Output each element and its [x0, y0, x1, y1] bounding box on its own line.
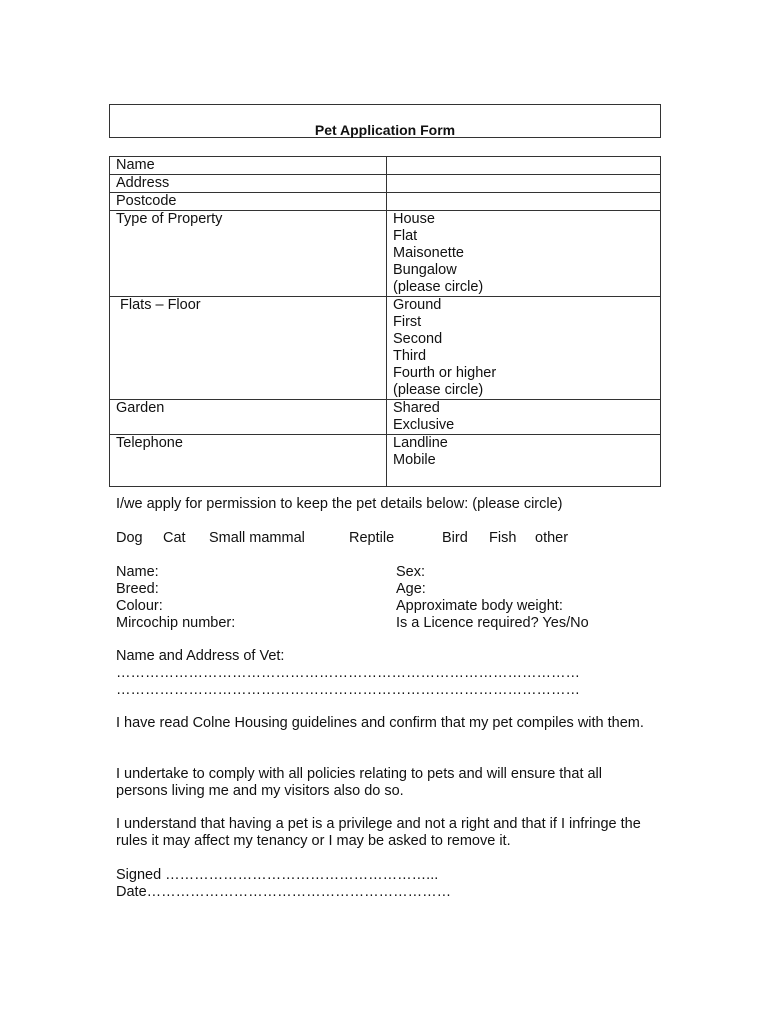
- property-row: [110, 297, 661, 400]
- property-row-label: Postcode: [110, 193, 387, 211]
- property-row: [110, 435, 661, 487]
- property-option[interactable]: Mobile: [393, 452, 436, 468]
- property-option[interactable]: Maisonette: [393, 245, 464, 261]
- pet-type-reptile[interactable]: Reptile: [349, 530, 395, 546]
- pet-colour-field: Colour:: [116, 598, 163, 614]
- property-row: [110, 400, 661, 435]
- pet-name-field: Name:: [116, 564, 159, 580]
- property-row-value[interactable]: [387, 193, 661, 211]
- signed-line[interactable]: Signed ………………………………………………...: [116, 867, 439, 883]
- property-option[interactable]: Landline: [393, 435, 448, 451]
- property-row-label: Type of Property: [110, 211, 387, 297]
- property-option[interactable]: Second: [393, 331, 443, 347]
- vet-section: [116, 648, 646, 699]
- pet-type-dog[interactable]: Dog: [116, 530, 143, 546]
- property-row: [110, 157, 661, 175]
- property-row-value[interactable]: [387, 175, 661, 193]
- property-option[interactable]: [393, 469, 654, 486]
- pet-type-small-mammal[interactable]: Small mammal: [209, 530, 305, 546]
- pet-intro: I/we apply for permission to keep the pet details below: (please circle): [116, 496, 563, 512]
- vet-line-2[interactable]: ……………………………………………………………………………………: [116, 682, 580, 698]
- vet-line-1[interactable]: ……………………………………………………………………………………: [116, 665, 580, 681]
- property-option[interactable]: Ground: [393, 297, 442, 313]
- pet-type-cat[interactable]: Cat: [163, 530, 186, 546]
- signature-section: [116, 867, 451, 901]
- pet-type-other[interactable]: other: [535, 530, 569, 546]
- property-row-label: Address: [110, 175, 387, 193]
- form-title-box: [109, 104, 661, 138]
- property-option[interactable]: (please circle): [393, 279, 484, 295]
- pet-details-left: [116, 564, 235, 632]
- declaration-guidelines: I have read Colne Housing guidelines and confirm that my pet compiles with them.: [116, 715, 644, 731]
- property-option[interactable]: Bungalow: [393, 262, 457, 278]
- declaration-privilege: I understand that having a pet is a privilege and not a right and that if I infringe the rules it may affect my tenancy or I may be asked to remove it.: [116, 816, 641, 849]
- pet-sex-field: Sex:: [396, 564, 426, 580]
- vet-label: Name and Address of Vet:: [116, 648, 285, 664]
- declaration-policies: I undertake to comply with all policies relating to pets and will ensure that all persons living me and my visitors also do so.: [116, 766, 603, 799]
- property-option[interactable]: House: [393, 211, 435, 227]
- property-row-value[interactable]: [387, 435, 661, 487]
- property-row-value[interactable]: [387, 297, 661, 400]
- pet-weight-field: Approximate body weight:: [396, 598, 563, 614]
- property-option[interactable]: First: [393, 314, 422, 330]
- property-row: [110, 211, 661, 297]
- pet-details-right: [396, 564, 589, 632]
- property-row: [110, 175, 661, 193]
- property-option[interactable]: Fourth or higher: [393, 365, 497, 381]
- property-row: [110, 193, 661, 211]
- property-option[interactable]: Flat: [393, 228, 418, 244]
- property-row-label: Telephone: [110, 435, 387, 487]
- pet-age-field: Age:: [396, 581, 426, 597]
- pet-type-bird[interactable]: Bird: [442, 530, 468, 546]
- property-row-label: Flats – Floor: [110, 297, 387, 400]
- pet-licence-field: Is a Licence required? Yes/No: [396, 615, 589, 631]
- date-line[interactable]: Date………………………………………………………: [116, 884, 452, 900]
- property-row-label: Name: [110, 157, 387, 175]
- property-row-label: Garden: [110, 400, 387, 435]
- pet-type-fish[interactable]: Fish: [489, 530, 517, 546]
- pet-microchip-field: Mircochip number:: [116, 615, 236, 631]
- property-row-value[interactable]: [387, 400, 661, 435]
- pet-breed-field: Breed:: [116, 581, 159, 597]
- form-title: Pet Application Form: [314, 122, 456, 138]
- property-option[interactable]: Third: [393, 348, 427, 364]
- property-row-value[interactable]: [387, 211, 661, 297]
- property-option[interactable]: Shared: [393, 400, 440, 416]
- property-option[interactable]: Exclusive: [393, 417, 455, 433]
- property-table: [109, 156, 661, 487]
- property-row-value[interactable]: [387, 157, 661, 175]
- property-option[interactable]: (please circle): [393, 382, 484, 398]
